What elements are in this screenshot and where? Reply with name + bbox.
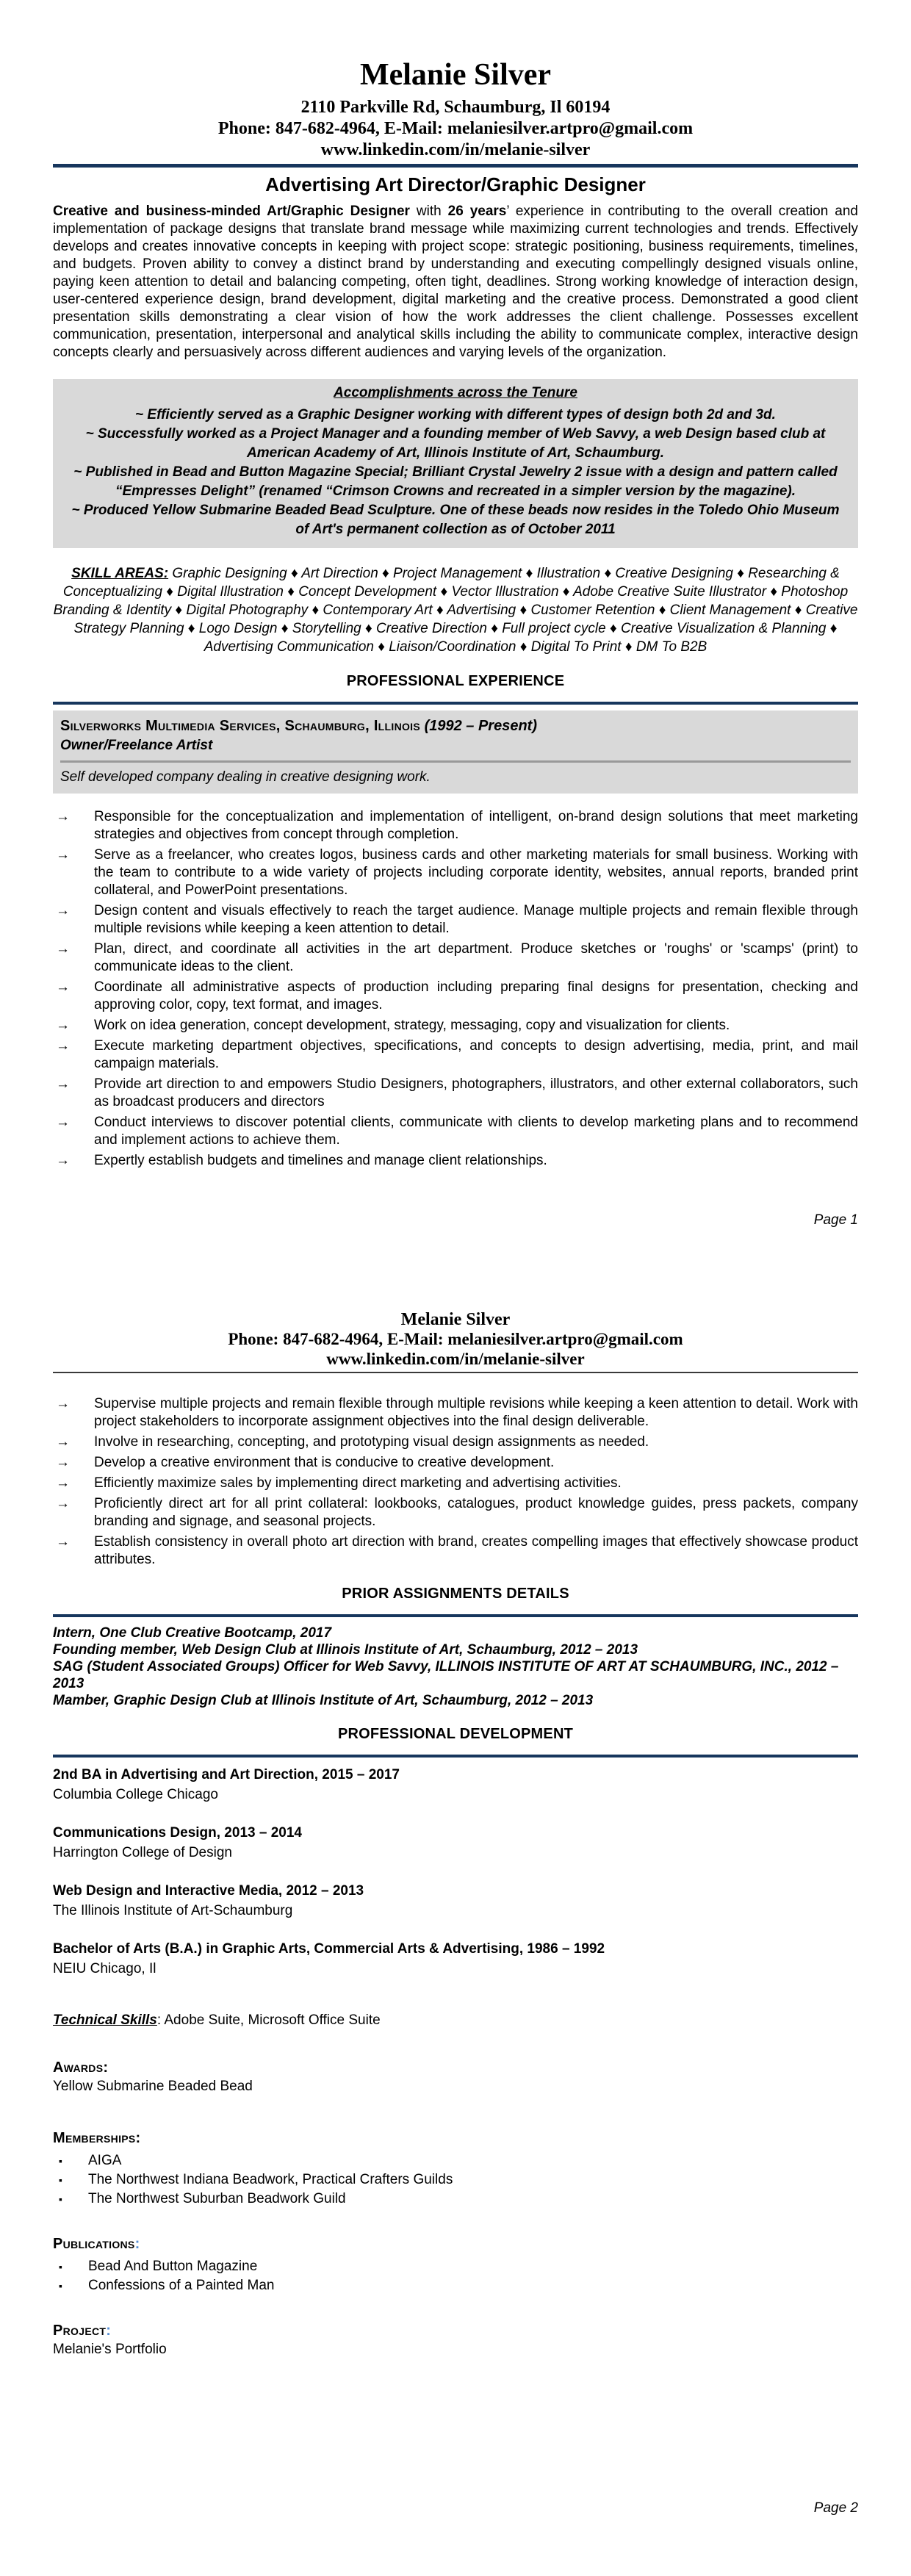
experience-description: Self developed company dealing in creative designing work. (60, 769, 431, 785)
responsibility-item: → Proficiently direct art for all print collateral: lookbooks, catalogues, product knowledge guides, press packets, company branding and signage, and seasonal projects. (53, 1495, 858, 1530)
arrow-bullet-icon: → (56, 1434, 70, 1450)
prior-assignments-list (53, 1625, 858, 1709)
arrow-bullet-icon: → (56, 1038, 70, 1054)
responsibility-item: → Expertly establish budgets and timelines and manage client relationships. (53, 1152, 858, 1170)
page-number-2: Page 2 (813, 2500, 858, 2516)
accomplishments-box (53, 379, 858, 548)
summary-years: 26 years (447, 204, 507, 219)
education-school: Harrington College of Design (53, 1845, 232, 1860)
responsibility-item: → Serve as a freelancer, who creates logos, business cards and other marketing materials for small business. Working with the team to contribute to a wide variety of projects including corporate identity, websites, annual reports, branded print collateral, and PowerPoint presentations. (53, 846, 858, 899)
membership-item: ▪ The Northwest Suburban Beadwork Guild (53, 2190, 858, 2209)
education-list (53, 1766, 858, 1978)
arrow-bullet-icon: → (56, 903, 70, 918)
education-school: NEIU Chicago, Il (53, 1961, 156, 1976)
education-school: Columbia College Chicago (53, 1787, 218, 1802)
accomplishment-item: ~ Successfully worked as a Project Manager and a founding member of Web Savvy, a web Design based club at American Academy of Art, Illinois Institute of Art, Schaumburg. (85, 426, 826, 461)
responsibility-item: → Establish consistency in overall photo art direction with brand, creates compelling images that effectively showcase product attributes. (53, 1533, 858, 1569)
prior-assignment-item: Intern, One Club Creative Bootcamp, 2017 (53, 1625, 332, 1641)
accomplishment-item: ~ Published in Bead and Button Magazine Special; Brilliant Crystal Jewelry 2 issue with a design and pattern called “Empresses Delight” (renamed “Crimson Crowns and recreated in a simpler version by the magazine). (73, 464, 838, 499)
education-degree: Web Design and Interactive Media, 2012 – 2013 (53, 1883, 364, 1899)
linkedin-link[interactable]: www.linkedin.com/in/melanie-silver (320, 140, 591, 159)
person-name: Melanie Silver (359, 58, 552, 92)
arrow-bullet-icon: → (56, 1475, 70, 1491)
skill-areas-paragraph (53, 564, 858, 656)
accomplishment-item: ~ Efficiently served as a Graphic Designer working with different types of design both 2d and 3d. (135, 407, 776, 422)
arrow-bullet-icon: → (56, 1496, 70, 1511)
responsibility-item: → Involve in researching, concepting, and prototyping visual design assignments as needed. (53, 1433, 858, 1451)
square-bullet-icon: ▪ (59, 2155, 62, 2167)
prior-assignment-item: Mamber, Graphic Design Club at Illinois Institute of Art, Schaumburg, 2012 – 2013 (53, 1693, 594, 1708)
publication-item: ▪ Confessions of a Painted Man (53, 2276, 858, 2295)
skill-areas-text: Graphic Designing ♦ Art Direction ♦ Project Management ♦ Illustration ♦ Creative Designing ♦ Researching & Conceptualizing ♦ Digital Illustration ♦ Concept Development ♦ Vector Illustration ♦ Adobe Creative Suite Illustrator ♦ Photoshop Branding & Identity ♦ Digital Photography ♦ Contemporary Art ♦ Advertising ♦ Customer Retention ♦ Client Management ♦ Creative Strategy Planning ♦ Logo Design ♦ Storytelling ♦ Creative Direction ♦ Full project cycle ♦ Creative Visualization & Planning ♦ Advertising Communication ♦ Liaison/Coordination ♦ Digital To Print ♦ DM To B2B (53, 566, 858, 655)
awards-section (53, 2059, 858, 2095)
arrow-bullet-icon: → (56, 1455, 70, 1470)
accomplishments-title: Accomplishments across the Tenure (334, 385, 577, 400)
education-degree: Bachelor of Arts (B.A.) in Graphic Arts, Commercial Arts & Advertising, 1986 – 1992 (53, 1941, 605, 1957)
responsibility-item: → Provide art direction to and empowers Studio Designers, photographers, illustrators, and other external collaborators, such as broadcast producers and directors (53, 1076, 858, 1111)
accomplishment-item: ~ Produced Yellow Submarine Beaded Bead Sculpture. One of these beads now resides in the Toledo Ohio Museum of Art's permanent collection as of October 2011 (71, 503, 840, 537)
resume-page-2 (0, 1288, 911, 2576)
page2-header-rule (53, 1372, 858, 1373)
arrow-bullet-icon: → (56, 979, 70, 995)
page-number-1: Page 1 (813, 1212, 858, 1228)
experience-role: Owner/Freelance Artist (60, 738, 213, 753)
experience-header-box (53, 710, 858, 794)
publication-item: ▪ Bead And Button Magazine (53, 2257, 858, 2276)
responsibilities-list-page2 (53, 1395, 858, 1569)
responsibility-item: → Execute marketing department objectives, specifications, and concepts to design advertising, media, print, and mail campaign materials. (53, 1037, 858, 1073)
page1-header (53, 0, 858, 161)
awards-heading: Awards: (53, 2059, 109, 2076)
arrow-bullet-icon: → (56, 1396, 70, 1411)
education-entry (53, 1766, 858, 1804)
project-heading: Project: (53, 2323, 111, 2339)
arrow-bullet-icon: → (56, 1076, 70, 1092)
arrow-bullet-icon: → (56, 1115, 70, 1130)
summary-paragraph (53, 203, 858, 361)
education-entry (53, 1882, 858, 1920)
section-heading-prior-assignments: PRIOR ASSIGNMENTS DETAILS (342, 1586, 569, 1602)
linkedin-link-page2[interactable]: www.linkedin.com/in/melanie-silver (326, 1350, 585, 1368)
arrow-bullet-icon: → (56, 941, 70, 957)
section-divider-rule (53, 1614, 858, 1617)
section-heading-professional-development: PROFESSIONAL DEVELOPMENT (337, 1726, 574, 1742)
skill-areas-label: SKILL AREAS: (71, 566, 169, 581)
arrow-bullet-icon: → (56, 1153, 70, 1168)
responsibility-item: → Design content and visuals effectively to reach the target audience. Manage multiple projects and remain flexible through multiple revisions while keeping a keen attention to detail. (53, 902, 858, 938)
responsibility-item: → Work on idea generation, concept development, strategy, messaging, copy and visualization for clients. (53, 1017, 858, 1035)
prior-assignment-item: SAG (Student Associated Groups) Officer for Web Savvy, ILLINOIS INSTITUTE OF ART AT SCHAUMBURG, INC., 2012 – 2013 (53, 1659, 839, 1691)
job-title: Advertising Art Director/Graphic Designer (265, 173, 646, 195)
square-bullet-icon: ▪ (59, 2174, 62, 2186)
experience-inner-rule (60, 760, 851, 763)
accomplishments-list (65, 406, 846, 539)
memberships-heading: Memberships: (53, 2130, 141, 2146)
phone-email-line-page2: Phone: 847-682-4964, E-Mail: melaniesilver.artpro@gmail.com (228, 1330, 683, 1348)
project-section (53, 2322, 858, 2359)
education-school: The Illinois Institute of Art-Schaumburg (53, 1903, 293, 1918)
phone-email-line: Phone: 847-682-4964, E-Mail: melaniesilver.artpro@gmail.com (217, 119, 694, 138)
summary-mid: with (409, 204, 448, 219)
header-divider-rule (53, 164, 858, 168)
project-item: Melanie's Portfolio (53, 2342, 167, 2357)
person-name-page2: Melanie Silver (400, 1310, 511, 1329)
summary-rest: ’ experience in contributing to the overall creation and implementation of package designs that translate brand message while maximizing current technologies and trends. Effectively develops and creates innovative concepts in keeping with project scope: strategic positioning, business requirements, timelines, and budgets. Proven ability to convey a distinct brand by understanding and executing compellingly designed visuals online, paying keen attention to detail and balancing competing, often tight, deadlines. Strong working knowledge of interaction design, user-centered experience design, brand development, digital marketing and the creative process. Demonstrated a good client presentation skills demonstrating a clear vision of how the work addresses the client challenge. Possesses excellent communication, presentation, interpersonal and analytical skills including the ability to communicate complex, interactive design concepts clearly and persuasively across different audiences and varying levels of the organization. (53, 204, 858, 360)
prior-assignment-item: Founding member, Web Design Club at Illinois Institute of Art, Schaumburg, 2012 – 2013 (53, 1642, 638, 1658)
arrow-bullet-icon: → (56, 1018, 70, 1033)
responsibility-item: → Conduct interviews to discover potential clients, communicate with clients to develop marketing plans and to recommend and implement actions to achieve them. (53, 1114, 858, 1149)
square-bullet-icon: ▪ (59, 2261, 62, 2273)
award-item: Yellow Submarine Beaded Bead (53, 2079, 253, 2094)
responsibility-item: → Coordinate all administrative aspects of production including preparing final designs for presentation, checking and approving color, copy, text format, and images. (53, 979, 858, 1014)
company-dates: (1992 – Present) (424, 718, 537, 734)
responsibility-item: → Responsible for the conceptualization and implementation of intelligent, on-brand design solutions that meet marketing strategies and objectives from concept through completion. (53, 808, 858, 843)
publications-list (53, 2257, 858, 2295)
section-divider-rule (53, 1755, 858, 1757)
responsibility-item: → Supervise multiple projects and remain flexible through multiple revisions while keeping a keen attention to detail. Work with project stakeholders to incorporate assignment objectives into the final design deliverable. (53, 1395, 858, 1431)
responsibilities-list-page1 (53, 808, 858, 1170)
company-name: Silverworks Multimedia Services, Schaumburg, Illinois (60, 718, 421, 734)
technical-skills-line (53, 2012, 858, 2029)
memberships-section (53, 2129, 858, 2209)
education-degree: Communications Design, 2013 – 2014 (53, 1825, 302, 1841)
arrow-bullet-icon: → (56, 809, 70, 824)
section-divider-rule (53, 702, 858, 705)
address-line: 2110 Parkville Rd, Schaumburg, Il 60194 (300, 98, 611, 117)
memberships-list (53, 2151, 858, 2209)
technical-skills-value: : Adobe Suite, Microsoft Office Suite (156, 2012, 381, 2028)
publications-heading: Publications: (53, 2236, 140, 2252)
section-heading-professional-experience: PROFESSIONAL EXPERIENCE (346, 673, 565, 689)
summary-lead: Creative and business-minded Art/Graphic Designer (53, 204, 410, 219)
square-bullet-icon: ▪ (59, 2193, 62, 2205)
responsibility-item: → Plan, direct, and coordinate all activities in the art department. Produce sketches or 'roughs' or 'scamps' (print) to communicate ideas to the client. (53, 940, 858, 976)
membership-item: ▪ AIGA (53, 2151, 858, 2170)
responsibility-item: → Develop a creative environment that is conducive to creative development. (53, 1454, 858, 1472)
membership-item: ▪ The Northwest Indiana Beadwork, Practical Crafters Guilds (53, 2170, 858, 2190)
arrow-bullet-icon: → (56, 1534, 70, 1550)
responsibility-item: → Efficiently maximize sales by implementing direct marketing and advertising activities. (53, 1475, 858, 1492)
square-bullet-icon: ▪ (59, 2280, 62, 2292)
page2-header (53, 1288, 858, 1369)
technical-skills-label: Technical Skills (53, 2012, 157, 2028)
experience-company-line (60, 716, 851, 735)
education-degree: 2nd BA in Advertising and Art Direction, 2015 – 2017 (53, 1767, 400, 1782)
education-entry (53, 1824, 858, 1862)
publications-section (53, 2235, 858, 2295)
education-entry (53, 1940, 858, 1978)
arrow-bullet-icon: → (56, 847, 70, 863)
